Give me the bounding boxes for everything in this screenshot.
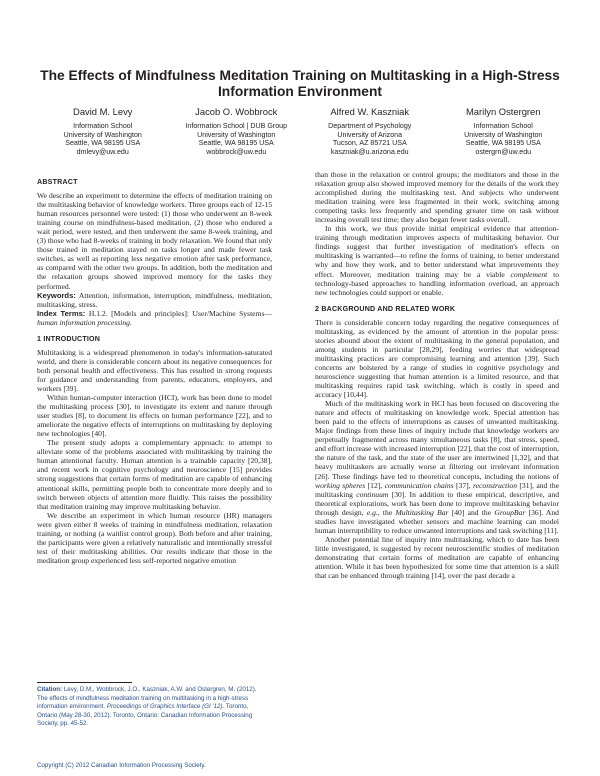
index-terms-text: H.1.2. [Models and principles]: User/Machine Systems—	[88, 308, 273, 318]
author-affiliation: Information School	[473, 122, 533, 130]
text-run: [30]. In addition to these empirical, descriptive, and theoretical explorations, work has been done to improve multitasking behavior through design,	[315, 489, 559, 517]
body-paragraph: than those in the relaxation or control groups; the meditators and those in the relaxation group also showed improved memory for the details of the work they accomplished during the multitasking test. And subjects who underwent meditation training were less fragmented in their work, switching among competing tasks less frequently and spending greater time on task without increasing overall test time; they also began fewer tasks overall.	[315, 170, 559, 225]
author-name: Marilyn Ostergren	[465, 106, 541, 117]
author-email: dmlevy@uw.edu	[76, 147, 129, 156]
author-3	[303, 106, 437, 156]
author-email: wobbrock@uw.edu	[206, 147, 267, 156]
emphasis-text: GroupBar	[494, 507, 526, 517]
text-run: [40] and the	[448, 507, 495, 517]
text-run: In this work, we thus provide initial empirical evidence that attention-training through meditation improves aspects of multitasking behavior. Our findings suggest that further investigation of meditation's effects on multitasking is warranted—to refine the forms of training, to better understand why and how they work, and to better understand what improvements they effect. Moreover, meditation training may be a viable	[315, 224, 559, 279]
author-affiliation: Department of Psychology	[328, 122, 412, 130]
keywords-label: Keywords:	[37, 290, 76, 300]
emphasis-text: working spheres	[315, 480, 366, 490]
author-email: kaszniak@u.arizona.edu	[330, 147, 409, 156]
footnote-divider	[37, 682, 132, 683]
author-address: Seattle, WA 98195 USA	[65, 139, 141, 148]
citation-text: Levy, D.M., Wobbrock, J.O., Kaszniak, A.W. and Ostergren, M. (2012). The effects of mindfulness meditation training on multitasking in a high-stress information environment.	[37, 686, 257, 710]
citation-label: Citation:	[37, 686, 63, 693]
author-address: Seattle, WA 98195 USA	[465, 139, 541, 148]
text-run: [31], and the multitasking	[315, 480, 559, 499]
emphasis-text: communication chains	[384, 480, 454, 490]
author-affiliation: Information School | DUB Group	[185, 122, 288, 130]
left-column	[37, 178, 272, 565]
author-affiliation: Information School	[73, 122, 133, 130]
abstract-heading: ABSTRACT	[37, 178, 78, 186]
emphasis-text: reconstruction	[472, 480, 517, 490]
index-terms-label: Index Terms:	[37, 308, 86, 318]
text-run: Much of the multitasking work in HCI has been focused on discovering the nature and effects of multitasking on knowledge work. Special attention has been paid to the effects of interruptions as causes of unwanted multitasking. Major findings from these lines of inquiry include that knowledge workers are perpetually fragmented across many simultaneous tasks [8], that stress, speed, and effort increase with increased interruption [22], that the cost of interruption, the nature of the task, and the state of the user are intertwined [1,32], and that heavy multitaskers are actually worse at filtering out irrelevant information [26]. These findings have led to theoretical concepts, including the notions of	[315, 399, 559, 481]
author-name: Alfred W. Kaszniak	[330, 106, 410, 117]
author-1	[36, 106, 170, 156]
intro-paragraph: We describe an experiment in which human resource (HR) managers were given either 8 weeks of training in mindfulness meditation, relaxation training, or nothing (a waitlist control group). Both before and after training, the participants were given a relatively naturalistic and intentionally stressful test of their multitasking abilities. Our results indicate that those in the meditation group experienced less self-reported negative emotion	[37, 510, 272, 565]
author-address: Tucson, AZ 85721 USA	[332, 139, 407, 148]
emphasis-text: e.g.	[366, 507, 378, 517]
text-run: , the	[377, 507, 396, 517]
emphasis-text: Multitasking Bar	[395, 507, 449, 517]
author-2	[170, 106, 304, 156]
index-terms-italic: human information processing.	[37, 317, 132, 327]
citation-details: Toronto, Ontario (May 28-30, 2012). Toronto, Ontario: Canadian Information Processing Society, pp. 45-52.	[37, 703, 253, 727]
citation-venue: Proceedings of Graphics Interface (GI '12).	[106, 703, 225, 710]
intro-paragraph: Multitasking is a widespread phenomenon in today's information-saturated world, and there is considerable concern about its negative consequences for both personal health and effectiveness. This has resulted in strong requests for guidance and understanding from parents, educators, employers, and workers [39].	[37, 347, 272, 393]
author-name: David M. Levy	[73, 106, 133, 117]
intro-paragraph: Within human-computer interaction (HCI), work has been done to model the multitasking process [30], to investigate its extent and nature through user studies [8], to document its effects on human performance [22], and to ameliorate the negative effects of interruptions on multitasking by deploying new technologies [40].	[37, 393, 272, 439]
author-name: Jacob O. Wobbrock	[195, 106, 278, 117]
author-institution: University of Washington	[63, 130, 142, 139]
paper-title: The Effects of Mindfulness Meditation Training on Multitasking in a High-Stress Information Environment	[40, 68, 560, 99]
index-terms	[37, 309, 272, 327]
author-email: ostergrn@uw.edu	[475, 147, 532, 156]
section-heading-background: 2 BACKGROUND AND RELATED WORK	[315, 304, 456, 313]
emphasis-text: complement	[510, 269, 548, 279]
author-institution: University of Washington	[197, 130, 276, 139]
text-run: [37],	[453, 480, 473, 490]
author-address: Seattle, WA 98195 USA	[198, 139, 274, 148]
right-column	[315, 170, 559, 580]
author-block	[36, 106, 570, 156]
body-paragraph	[315, 399, 559, 535]
text-run: [12],	[365, 480, 385, 490]
abstract-text: We describe an experiment to determine the effects of meditation training on the multitasking behavior of knowledge workers. Three groups each of 12-15 human resources personnel were tested: (1) those who underwent an 8-week training course on mindfulness-based meditation, (2) those who endured a wait period, were tested, and then underwent the same 8-week training, and (3) those who had 8-weeks of training in body relaxation. We found that only those trained in meditation stayed on tasks longer and made fewer task switches, as well as reporting less negative emotion after task performance, as compared with the other two groups. In addition, both the meditation and the relaxation groups showed improved memory for the tasks they performed.	[37, 191, 272, 291]
section-heading-introduction: 1 INTRODUCTION	[37, 334, 101, 343]
emphasis-text: continuum	[356, 489, 389, 499]
copyright-notice: Copyright (C) 2012 Canadian Information Processing Society.	[37, 762, 206, 769]
body-paragraph: There is considerable concern today regarding the negative consequences of multitasking, as evidenced by the amount of attention in the popular press: stories abound about the extent of multitasking in the general population, and among students in particular [28,29], feeding worries that widespread multitasking practices are compromising learning and attention [39]. Such concerns are bolstered by a range of studies in cognitive psychology and neuroscience suggesting that human attention is a limited resource, and that multitasking requires rapid task switching, which is costly in speed and accuracy [10,44].	[315, 317, 559, 400]
author-institution: University of Arizona	[337, 130, 403, 139]
author-institution: University of Washington	[464, 130, 543, 139]
body-paragraph: Another potential line of inquiry into multitasking, which to date has been little investigated, is suggested by recent neuroscientific studies of meditation demonstrating that certain forms of meditation are capable of enhancing attention. While it has been hypothesized for some time that attention is a skill that can be enhanced through training [14], over the past decade a	[315, 534, 559, 581]
keywords	[37, 291, 272, 309]
keywords-text: Attention, information, interruption, mindfulness, meditation, multitasking, stress.	[37, 290, 273, 309]
author-4	[437, 106, 571, 156]
text-run: [36]. And studies have investigated whether sensors and machine learning can model human interruptibility to reduce unwanted interruptions and task switching [11].	[315, 507, 559, 535]
citation-note	[37, 686, 267, 729]
intro-paragraph: The present study adopts a complementary approach: to attempt to alleviate some of the problems associated with multitasking by training the human attentional faculty. Human attention is a trainable capacity [20,38], and recent work in cognitive psychology and neuroscience [15] provides strong suggestions that certain forms of meditation are capable of enhancing attentional skills, permitting people both to concentrate more deeply and to switch between objects of attention more fluidly. This raises the possibility that meditation training may improve multitasking behavior.	[37, 438, 272, 511]
text-run: to technology-based approaches to handling information overload, an approach new technologies could support or enable.	[315, 269, 559, 297]
body-paragraph	[315, 224, 559, 296]
